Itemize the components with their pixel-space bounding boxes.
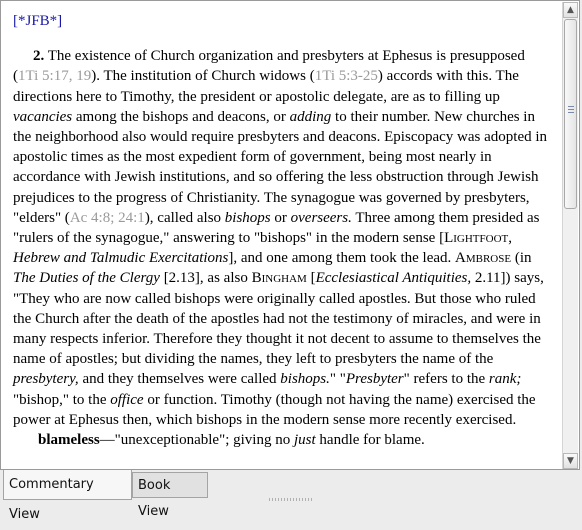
text: handle for blame. <box>315 432 425 449</box>
text: "bishop," to the <box>13 391 111 408</box>
grip-line <box>568 109 574 110</box>
italic-text: rank; <box>488 371 522 388</box>
source-tag[interactable]: [*JFB*] <box>13 13 63 29</box>
text: The existence of Church organization and presbyters at Ephesus is presupposed ( <box>13 48 525 85</box>
tab-book-view[interactable]: Book View <box>132 472 208 498</box>
italic-text: just <box>293 432 316 449</box>
grip-line <box>568 106 574 107</box>
italic-text: Hebrew and Talmudic Exercitations <box>13 250 229 267</box>
italic-text: Ecclesiastical Antiquities, <box>315 270 472 287</box>
italic-text: vacancies <box>13 108 73 125</box>
commentary-paragraph <box>13 430 553 450</box>
text: " " <box>329 371 346 388</box>
text: [ <box>306 270 316 287</box>
text: and they themselves were called <box>78 371 281 388</box>
commentary-text <box>13 11 553 450</box>
text: (in <box>511 250 532 267</box>
italic-text: bishops. <box>280 371 330 388</box>
italic-text: presbytery, <box>13 371 79 388</box>
text: or <box>270 209 291 226</box>
italic-text: office <box>110 391 144 408</box>
text: or function. Timothy (though not having the name) exercised the power at Ephesus then, which bishops in the modern sense more recently exercised. <box>13 391 536 428</box>
commentary-paragraph <box>13 46 553 430</box>
text: 2.11]) says, "They who are now called bishops were originally called apostles. But those who ruled the Church after the death of the apostles had not the testimony of miracles, and were in many respects inferior. Therefore they thought it not decent to assume to themselves the name of apostles; but dividing the names, they left to presbyters the name of the <box>13 270 544 368</box>
italic-text: overseers. <box>290 209 352 226</box>
scroll-down-arrow-icon[interactable]: ▼ <box>563 453 578 469</box>
text: ), called also <box>144 209 225 226</box>
scripture-link[interactable]: 1Ti 5:3-25 <box>314 68 378 85</box>
grip-line <box>568 112 574 113</box>
text: to their number. New churches in the neighborhood also would require presbyters and deacons. Episcopacy was adopted in apostolic times as the most expedient form of government, being most nearly in accordance with Jewish institutions, and so offering the less obstruction through Jewish prejudices to the progress of Christianity. The synagogue was governed by presbyters, "elders" ( <box>13 108 548 226</box>
tab-commentary-view[interactable]: Commentary View <box>3 470 132 500</box>
verse-number: 2. <box>33 48 45 65</box>
author-name: Lightfoot <box>444 230 509 247</box>
vertical-scrollbar[interactable] <box>562 2 578 469</box>
italic-text: adding <box>289 108 332 125</box>
text: " refers to the <box>403 371 489 388</box>
text: ], and one among them took the lead. <box>228 250 456 267</box>
text: among the bishops and deacons, or <box>72 108 290 125</box>
term-heading: blameless <box>38 432 100 449</box>
scripture-link[interactable]: Ac 4:8; 24:1 <box>69 209 145 226</box>
scrollbar-thumb[interactable] <box>564 19 577 209</box>
author-name: Bingham <box>251 270 307 287</box>
text: ). The institution of Church widows ( <box>91 68 315 85</box>
text: [2.13], as also <box>159 270 252 287</box>
text: , <box>508 230 512 247</box>
scripture-link[interactable]: 1Ti 5:17, 19 <box>18 68 92 85</box>
italic-text: Presbyter <box>345 371 404 388</box>
author-name: Ambrose <box>455 250 512 267</box>
text: Three among them presided as "rulers of the synagogue," answering to "bishops" in the modern sense [ <box>13 209 540 247</box>
scroll-up-arrow-icon[interactable]: ▲ <box>563 2 578 18</box>
text: —"unexceptionable"; giving no <box>99 432 294 449</box>
resize-grip[interactable] <box>269 498 313 501</box>
italic-text: bishops <box>224 209 271 226</box>
italic-text: The Duties of the Clergy <box>13 270 160 287</box>
text: ) accords with this. The directions here to Timothy, the president or apostolic delegate, are as to filling up <box>13 68 519 105</box>
